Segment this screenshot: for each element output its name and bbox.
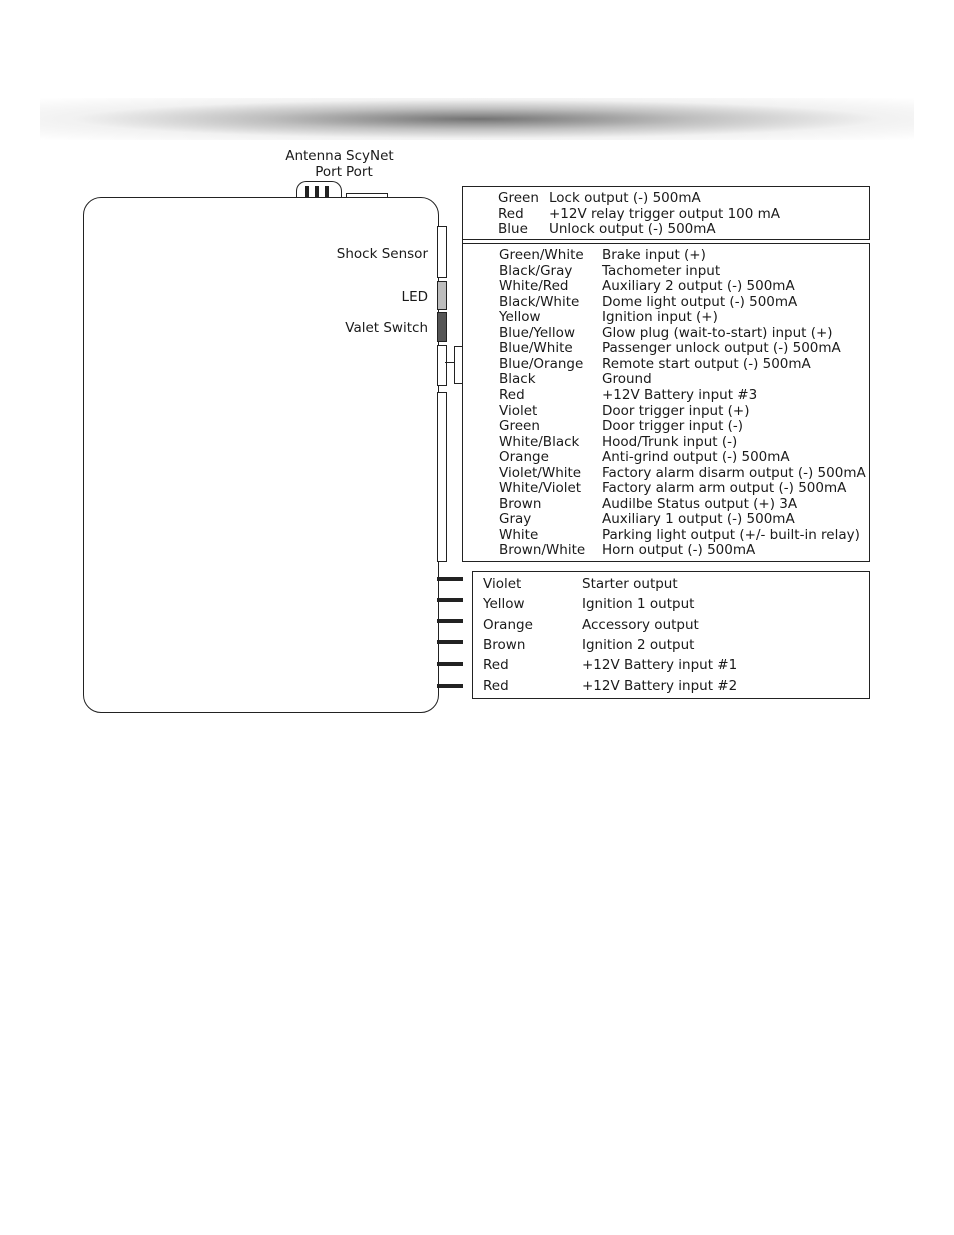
wire-color: Blue/White [499,340,573,357]
lock-wire-table [462,186,870,240]
wire-function: Ignition input (+) [602,309,718,326]
wire-color: Violet/White [499,464,582,481]
wire-color: Green/White [499,247,584,263]
heavy-wire [437,684,463,688]
wire-color: Brown [499,495,542,512]
wire-function: Ignition 1 output [582,596,695,613]
wire-color: Violet [499,402,538,419]
wire-function: Ground [602,371,652,388]
shock-sensor-label: Shock Sensor [336,246,428,262]
wire-function: Anti-grind output (-) 500mA [602,449,790,466]
wire-color: Gray [499,511,532,528]
wire-function: Door trigger input (+) [602,402,750,419]
wire-color: Violet [483,576,522,592]
antenna-port-label-line2: Port [315,164,342,180]
wire-color: Black [499,371,536,388]
wire-color: Green [499,418,540,435]
wire-function: Door trigger input (-) [602,418,744,435]
scynet-port-label-line2: Port [346,164,373,180]
wire-function: Ignition 2 output [582,636,695,653]
wire-color: Orange [499,449,549,466]
wire-function: Lock output (-) 500mA [549,190,701,206]
wire-color: Black/Gray [499,262,573,279]
shock-sensor-connector [437,226,447,278]
wire-function: Accessory output [582,616,699,633]
main-harness-connector [437,392,447,562]
wire-function: +12V Battery input #3 [602,386,758,403]
wire-color: Blue [498,221,528,237]
valet-switch-connector [437,312,447,342]
lock-harness-lead [454,346,462,347]
lock-harness-connector [437,345,447,386]
wire-function: +12V Battery input #2 [582,677,738,694]
wire-function: Factory alarm arm output (-) 500mA [602,480,847,497]
wire-function: Brake input (+) [602,247,706,263]
led-connector [437,281,447,310]
antenna-port-label [282,148,342,180]
wire-function: Starter output [582,576,678,592]
antenna-port-label-line1: Antenna [285,148,342,164]
wire-function: +12V Battery input #1 [582,657,738,674]
heavy-wire [437,598,463,602]
heavy-wire [437,577,463,581]
wire-function: Parking light output (+/- built-in relay) [602,526,860,543]
wire-function: +12V relay trigger output 100 mA [549,205,781,222]
wire-color: White/Red [499,278,569,295]
scynet-port-label-line1: ScyNet [346,148,394,164]
wire-color: Green [498,190,539,206]
wire-function: Remote start output (-) 500mA [602,355,811,372]
header-gradient-band [40,98,914,140]
heavy-current-table [472,571,870,699]
wire-function: Factory alarm disarm output (-) 500mA [602,464,866,481]
valet-switch-label: Valet Switch [345,320,428,336]
wire-color: Brown/White [499,542,586,559]
wire-color: Red [483,677,509,694]
wire-function: Glow plug (wait-to-start) input (+) [602,324,833,341]
wire-color: Blue/Yellow [499,324,575,341]
heavy-wire [437,619,463,623]
scynet-port-label [346,148,406,180]
wire-color: Red [483,657,509,674]
wire-function: Passenger unlock output (-) 500mA [602,340,841,357]
wire-function: Horn output (-) 500mA [602,542,756,559]
wire-function: Auxiliary 1 output (-) 500mA [602,511,795,528]
wire-color: White [499,526,539,543]
wire-color: Black/White [499,293,580,310]
wire-color: Yellow [499,309,541,326]
heavy-wire [437,662,463,666]
wire-function: Unlock output (-) 500mA [549,221,716,237]
heavy-wire [437,640,463,644]
wire-function: Tachometer input [602,262,721,279]
wire-color: Red [498,205,524,222]
wire-color: Red [499,386,525,403]
main-harness-table [462,243,870,562]
wire-function: Dome light output (-) 500mA [602,293,798,310]
lock-harness-lead [454,346,455,384]
wire-function: Hood/Trunk input (-) [602,433,738,450]
wire-color: Yellow [483,596,525,613]
led-label: LED [401,289,428,305]
wire-function: Auxiliary 2 output (-) 500mA [602,278,795,295]
wire-color: Blue/Orange [499,355,584,372]
control-module [83,197,439,713]
wire-color: White/Black [499,433,580,450]
wire-color: Brown [483,636,526,653]
wire-color: White/Violet [499,480,582,497]
wire-function: Audilbe Status output (+) 3A [602,495,798,512]
wire-color: Orange [483,616,533,633]
